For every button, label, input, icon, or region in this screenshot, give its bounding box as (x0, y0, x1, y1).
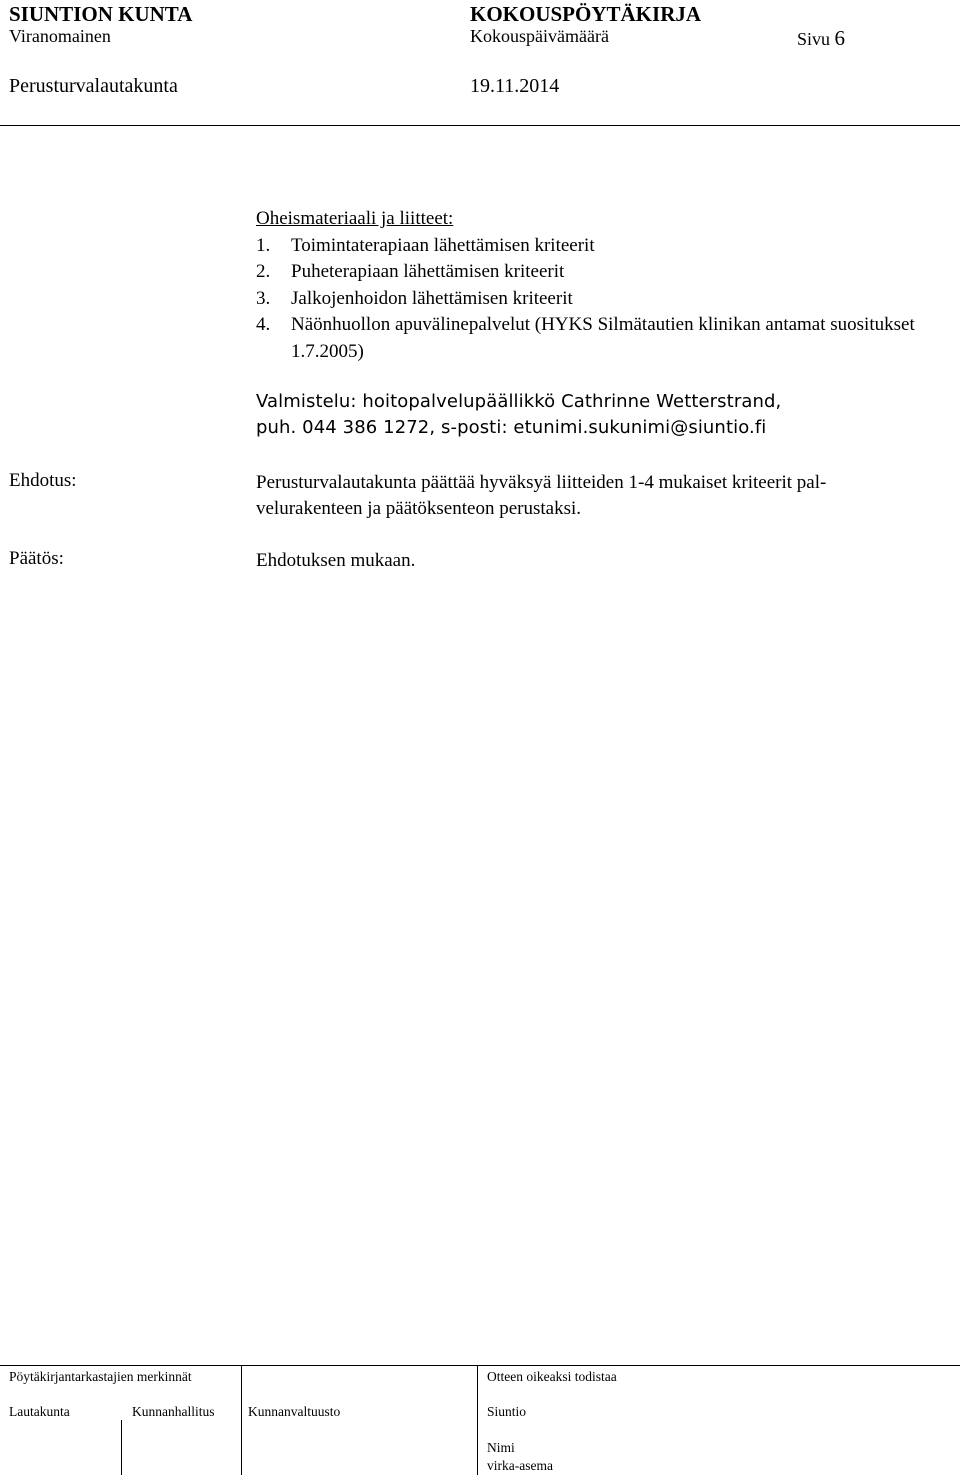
footer-divider-vertical (477, 1365, 478, 1475)
list-item: 2. Puheterapiaan lähettämisen kriteerit (256, 261, 565, 282)
org-name: SIUNTION KUNTA (9, 2, 193, 26)
page-number: 6 (834, 26, 846, 50)
footer-divider (0, 1365, 960, 1366)
footer-divider-vertical (121, 1420, 122, 1475)
header-divider (0, 125, 960, 126)
footer-title-label: virka-asema (487, 1458, 553, 1473)
attachments-title: Oheismateriaali ja liitteet: (256, 208, 454, 229)
footer-name-label: Nimi (487, 1440, 515, 1455)
list-item: 4. Näönhuollon apuvälinepalvelut (HYKS Silmätautien klinikan antamat suositukset 1.7.2005) (256, 314, 915, 362)
footer-col-council: Kunnanvaltuusto (248, 1404, 341, 1419)
list-item: 1. Toimintaterapiaan lähettämisen kriteerit (256, 234, 595, 256)
date-label: Kokouspäivämäärä (470, 26, 609, 46)
footer-col-municipal-board: Kunnanhallitus (132, 1404, 215, 1419)
page-label: Sivu (797, 29, 831, 49)
decision-label: Päätös: (9, 548, 64, 569)
list-item: 3. Jalkojenhoidon lähettämisen kriteerit (256, 287, 573, 309)
proposal-label: Ehdotus: (9, 470, 77, 491)
preparation-contact: puh. 044 386 1272, s-posti: etunimi.sukunimi@siuntio.fi (256, 417, 767, 438)
attachments-section (256, 206, 946, 365)
proposal-text: Perusturvalautakunta päättää hyväksyä liitteiden 1-4 mukaiset kriteerit pal- velurakenteen ja päätöksenteon perustaksi. (256, 472, 827, 519)
inspectors-label: Pöytäkirjantarkastajien merkinnät (9, 1369, 192, 1384)
document-type: KOKOUSPÖYTÄKIRJA (470, 2, 702, 26)
certified-label: Otteen oikeaksi todistaa (487, 1369, 617, 1384)
authority-label: Viranomainen (9, 26, 111, 46)
preparation-line: Valmistelu: hoitopalvelupäällikkö Cathrinne Wetterstrand, (256, 391, 782, 412)
page-indicator (797, 26, 845, 51)
attachments-list (256, 233, 946, 366)
decision-text: Ehdotuksen mukaan. (256, 550, 416, 571)
footer-place: Siuntio (487, 1404, 527, 1419)
footer-col-board: Lautakunta (9, 1404, 70, 1419)
preparation-info (256, 389, 781, 441)
meeting-date: 19.11.2014 (470, 75, 560, 97)
authority-name: Perusturvalautakunta (9, 75, 178, 97)
footer-divider-vertical (241, 1365, 242, 1475)
